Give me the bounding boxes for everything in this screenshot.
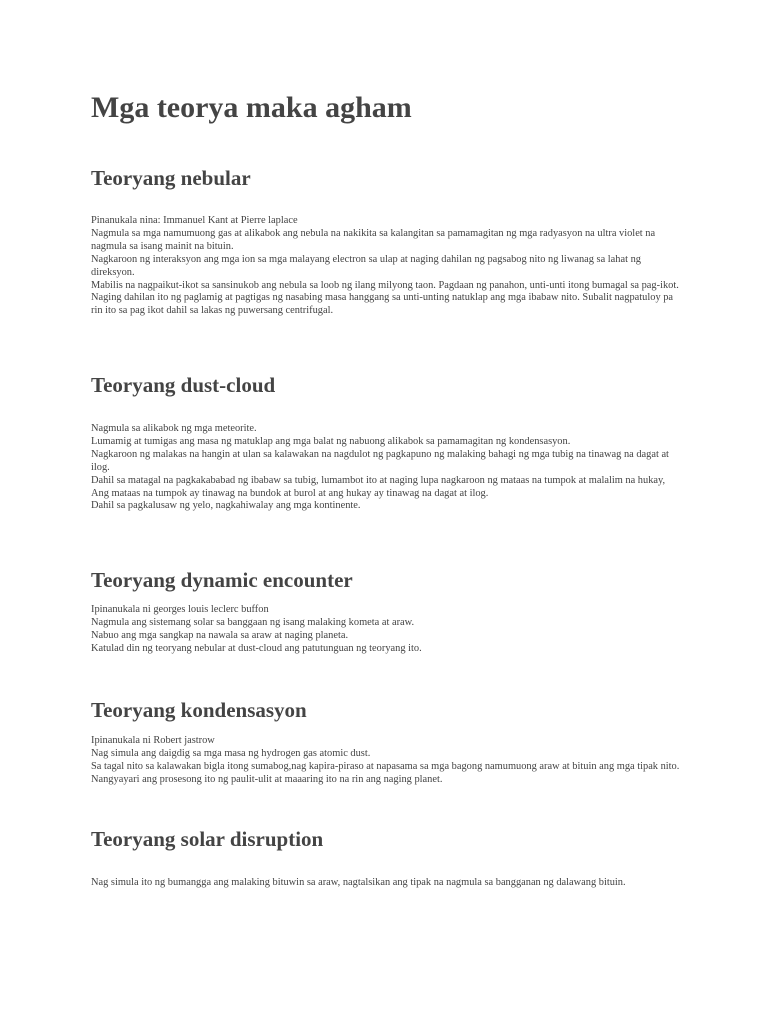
paragraph-line: Katulad din ng teoryang nebular at dust-cloud ang patutunguan ng teoryang ito. bbox=[91, 642, 422, 654]
paragraph-line: Dahil sa matagal na pagkakababad ng ibabaw sa tubig, lumambot ito at naging lupa nagkaroon ng mataas na tumpok at malalim na hukay, bbox=[91, 474, 666, 486]
paragraph-line: Nag simula ang daigdig sa mga masa ng hydrogen gas atomic dust. bbox=[91, 747, 371, 759]
section-heading-solar-disruption: Teoryang solar disruption bbox=[91, 827, 324, 851]
section-body-dust-cloud bbox=[91, 423, 681, 513]
paragraph-line: Ang mataas na tumpok ay tinawag na bundok at burol at ang hukay ay tinawag na dagat at ilog. bbox=[91, 487, 489, 499]
section-body-nebular bbox=[91, 215, 681, 318]
paragraph-line: Nagmula sa alikabok ng mga meteorite. bbox=[91, 423, 257, 434]
section-body-kondensasyon bbox=[91, 735, 681, 787]
section-heading-dynamic-encounter: Teoryang dynamic encounter bbox=[91, 568, 353, 592]
paragraph-line: Nagmula sa mga namumuong gas at alikabok ang nebula na nakikita sa kalangitan sa pamamagitan ng mga radyasyon na ultra violet na nagmula sa isang mainit na bituin. bbox=[91, 227, 656, 252]
section-heading-dust-cloud: Teoryang dust-cloud bbox=[91, 373, 276, 397]
section-body-dynamic-encounter bbox=[91, 604, 681, 656]
paragraph-line: Lumamig at tumigas ang masa ng matuklap ang mga balat ng nabuong alikabok sa pamamagitan ng kondensasyon. bbox=[91, 435, 571, 447]
paragraph-line: Nangyayari ang prosesong ito ng paulit-ulit at maaaring ito na rin ang naging planet. bbox=[91, 773, 443, 785]
paragraph-line: Ipinanukala ni Robert jastrow bbox=[91, 735, 215, 746]
paragraph-line: Pinanukala nina: Immanuel Kant at Pierre laplace bbox=[91, 215, 298, 226]
paragraph-line: Naging dahilan ito ng paglamig at pagtigas ng nasabing masa hanggang sa unti-unting natuklap ang mga ibabaw nito. Subalit nagpatuloy pa rin ito sa pag ikot dahil sa lakas ng puwersang centrifugal. bbox=[91, 292, 674, 317]
paragraph-line: Nag simula ito ng bumangga ang malaking bituwin sa araw, nagtalsikan ang tipak na nagmula sa bangganan ng dalawang bituin. bbox=[91, 877, 626, 888]
paragraph-line: Sa tagal nito sa kalawakan bigla itong sumabog,nag kapira-piraso at napasama sa mga bagong namumuong araw at bituin ang mga tipak nito. bbox=[91, 760, 680, 772]
paragraph-line: Nabuo ang mga sangkap na nawala sa araw at naging planeta. bbox=[91, 629, 349, 641]
section-body-solar-disruption bbox=[91, 877, 681, 890]
paragraph-line: Nagmula ang sistemang solar sa banggaan ng isang malaking kometa at araw. bbox=[91, 616, 415, 628]
section-heading-kondensasyon: Teoryang kondensasyon bbox=[91, 698, 307, 722]
section-heading-nebular: Teoryang nebular bbox=[91, 166, 251, 190]
paragraph-line: Nagkaroon ng interaksyon ang mga ion sa mga malayang electron sa ulap at naging dahilan ng pagsabog nito ng liwanag sa lahat ng direksyon. bbox=[91, 253, 641, 278]
paragraph-line: Ipinanukala ni georges louis leclerc buffon bbox=[91, 604, 269, 615]
document-title: Mga teorya maka agham bbox=[91, 91, 412, 124]
paragraph-line: Dahil sa pagkalusaw ng yelo, nagkahiwalay ang mga kontinente. bbox=[91, 500, 361, 512]
paragraph-line: Nagkaroon ng malakas na hangin at ulan sa kalawakan na nagdulot ng pagkapuno ng malaking bahagi ng mga tubig na tinawag na dagat at ilog. bbox=[91, 448, 669, 473]
paragraph-line: Mabilis na nagpaikut-ikot sa sansinukob ang nebula sa loob ng ilang milyong taon. Pagdaan ng panahon, unti-unti itong bumagal sa pag-ikot. bbox=[91, 279, 679, 291]
